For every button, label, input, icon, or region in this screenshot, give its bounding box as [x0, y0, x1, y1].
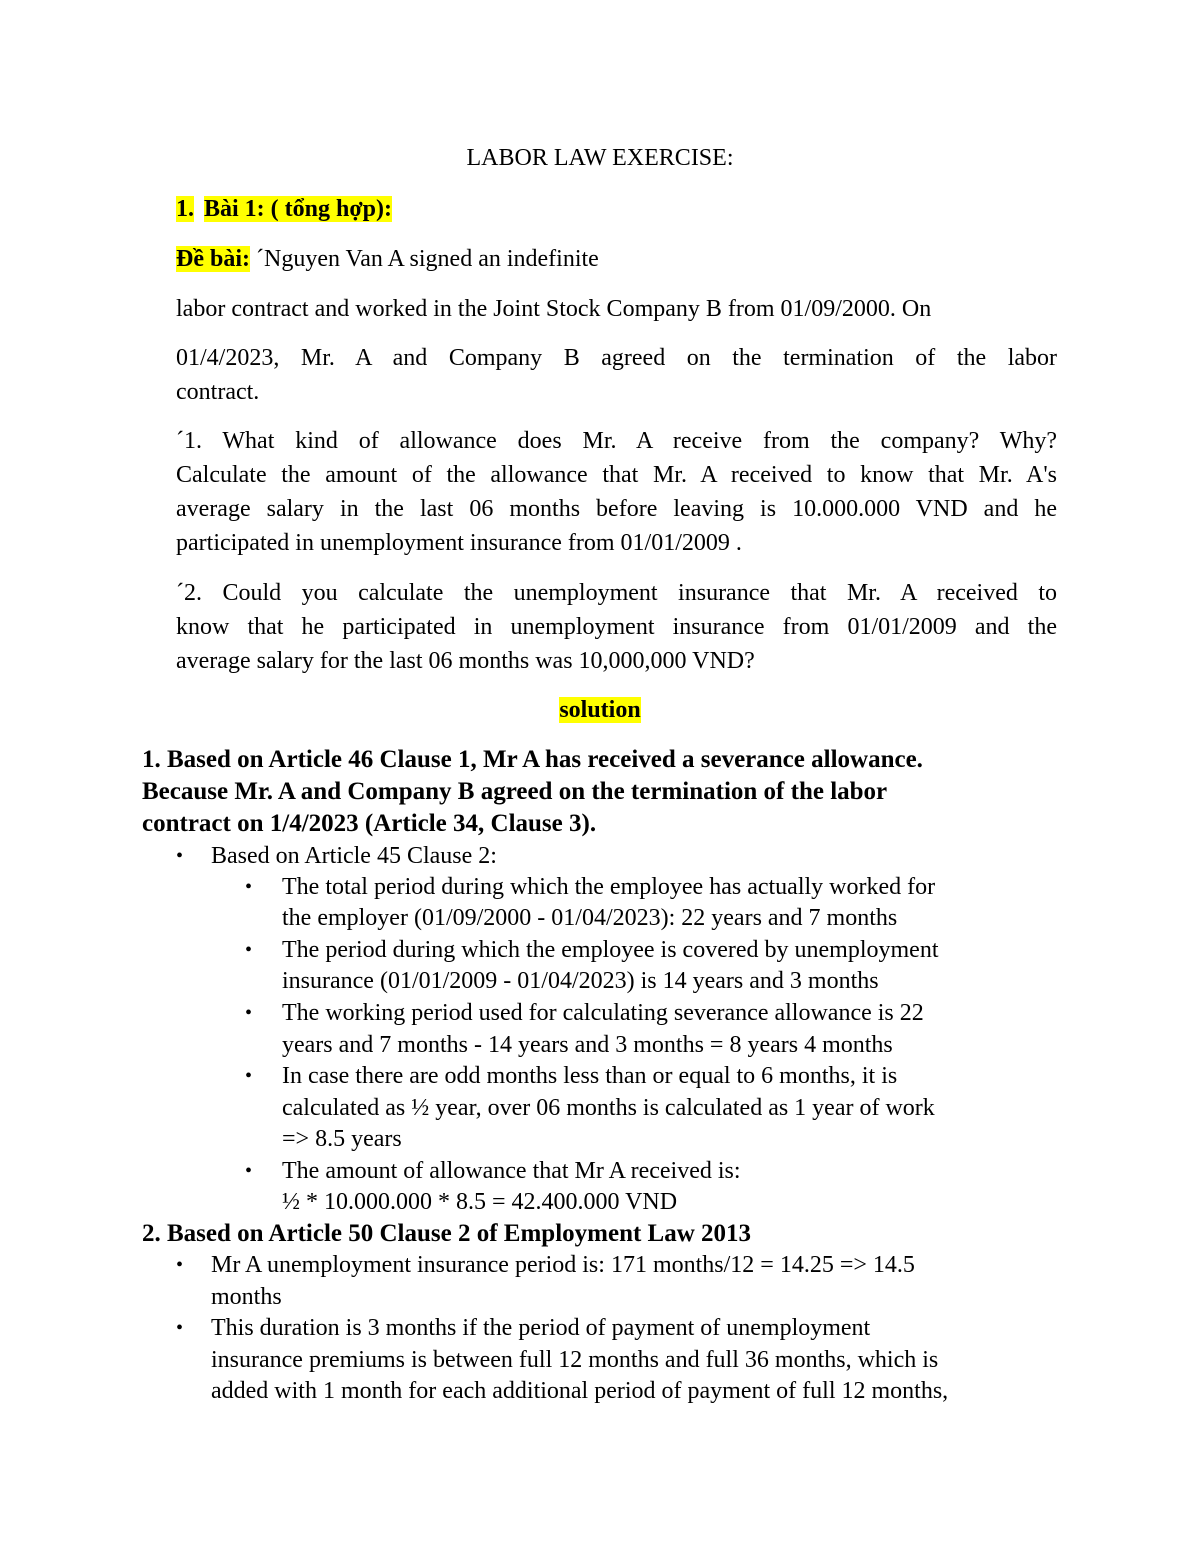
bullet-icon: •: [176, 1317, 184, 1339]
exercise-heading: [176, 192, 392, 226]
s2-bullet2-line-3: added with 1 month for each additional period of payment of full 12 months,: [211, 1378, 949, 1404]
bullet-icon: •: [245, 876, 253, 898]
bullet-icon: •: [245, 939, 253, 961]
question2-line-1: ´2. Could you calculate the unemployment insurance that Mr. A received to: [176, 580, 1057, 606]
solution-heading: [0, 693, 1200, 727]
para1-line-2: 01/4/2023, Mr. A and Company B agreed on the termination of the labor: [176, 345, 1057, 371]
solution1-line-1: [142, 743, 923, 777]
s1-bullet1-line-2: the employer (01/09/2000 - 01/04/2023): 22 years and 7 months: [282, 905, 898, 931]
s1-bullet2-line-2: insurance (01/01/2009 - 01/04/2023) is 14 years and 3 months: [282, 968, 879, 994]
problem-statement-start: [176, 242, 599, 276]
s2-bullet1-line-2: months: [211, 1284, 282, 1310]
solution1-text: Based on Article 46 Clause 1, Mr A has received a severance allowance.: [160, 746, 923, 773]
s2-bullet2-line-1: This duration is 3 months if the period of payment of unemployment: [211, 1315, 871, 1341]
question1-line-3: average salary in the last 06 months before leaving is 10.000.000 VND and he: [176, 496, 1057, 522]
solution2-number: 2.: [142, 1220, 161, 1247]
s1-bullet4-line-3: => 8.5 years: [282, 1126, 402, 1152]
question1-line-2: Calculate the amount of the allowance that Mr. A received to know that Mr. A's: [176, 462, 1057, 488]
bullet-icon: •: [245, 1160, 253, 1182]
de-bai-label: Đề bài:: [176, 246, 250, 272]
s1-bullet4-line-1: In case there are odd months less than or equal to 6 months, it is: [282, 1063, 898, 1089]
bullet-icon: •: [245, 1065, 253, 1087]
solution1-line-3: contract on 1/4/2023 (Article 34, Clause 3).: [142, 810, 597, 837]
solution1-line-2: Because Mr. A and Company B agreed on the termination of the labor: [142, 778, 888, 805]
s1-bullet2-line-1: The period during which the employee is covered by unemployment: [282, 937, 939, 963]
bullet-icon: •: [245, 1002, 253, 1024]
para1-line-3: contract.: [176, 379, 260, 405]
solution-label: solution: [559, 697, 641, 723]
question2-line-3: average salary for the last 06 months was 10,000,000 VND?: [176, 648, 755, 674]
s1-bullet3-line-2: years and 7 months - 14 years and 3 months = 8 years 4 months: [282, 1032, 893, 1058]
question1-line-1: ´1. What kind of allowance does Mr. A receive from the company? Why?: [176, 428, 1057, 454]
exercise-number: 1.: [176, 196, 194, 222]
s1-bullet3-line-1: The working period used for calculating severance allowance is 22: [282, 1000, 924, 1026]
exercise-label: Bài 1: ( tổng hợp):: [204, 196, 392, 222]
solution2-text: Based on Article 50 Clause 2 of Employment Law 2013: [160, 1220, 752, 1247]
s1-bullet5-line-1: The amount of allowance that Mr A received is:: [282, 1158, 741, 1184]
question2-line-2: know that he participated in unemployment insurance from 01/01/2009 and the: [176, 614, 1057, 640]
question1-line-4: participated in unemployment insurance from 01/01/2009 .: [176, 530, 742, 556]
solution1-subheading: Based on Article 45 Clause 2:: [211, 843, 497, 869]
solution2-heading: [142, 1217, 751, 1251]
bullet-icon: •: [176, 1254, 184, 1276]
s2-bullet2-line-2: insurance premiums is between full 12 months and full 36 months, which is: [211, 1347, 939, 1373]
s1-bullet4-line-2: calculated as ½ year, over 06 months is calculated as 1 year of work: [282, 1095, 935, 1121]
s2-bullet1-line-1: Mr A unemployment insurance period is: 171 months/12 = 14.25 => 14.5: [211, 1252, 915, 1278]
solution1-number: 1.: [142, 746, 161, 773]
bullet-icon: •: [176, 845, 184, 867]
s1-bullet5-line-2: ½ * 10.000.000 * 8.5 = 42.400.000 VND: [282, 1189, 678, 1215]
document-title: LABOR LAW EXERCISE:: [466, 145, 734, 171]
s1-bullet1-line-1: The total period during which the employee has actually worked for: [282, 874, 936, 900]
de-bai-text: ´Nguyen Van A signed an indefinite: [250, 246, 599, 272]
para1-line-1: labor contract and worked in the Joint Stock Company B from 01/09/2000. On: [176, 296, 932, 322]
